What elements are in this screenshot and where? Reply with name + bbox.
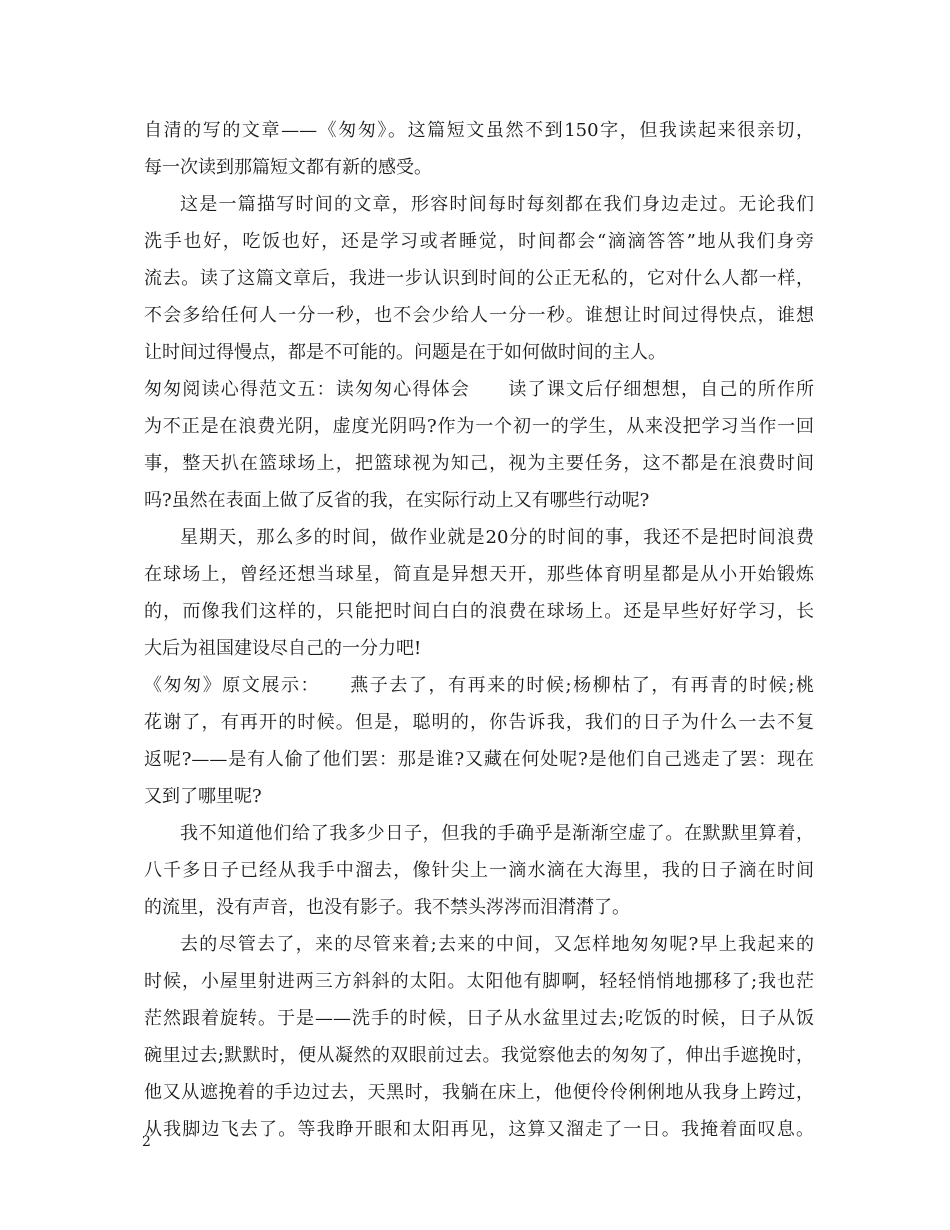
text-line: 洗手也好，吃饭也好，还是学习或者睡觉，时间都会“滴滴答答”地从我们身旁	[144, 231, 814, 252]
text-line: 返呢?——是有人偷了他们罢：那是谁?又藏在何处呢?是他们自己逃走了罢：现在	[144, 749, 814, 770]
text-line: 吗?虽然在表面上做了反省的我，在实际行动上又有哪些行动呢?	[144, 490, 650, 511]
text-line: 碗里过去;默默时，便从凝然的双眼前过去。我觉察他去的匆匆了，伸出手遮挽时，	[144, 1045, 814, 1066]
text-line: 时候，小屋里射进两三方斜斜的太阳。太阳他有脚啊，轻轻悄悄地挪移了;我也茫	[144, 971, 814, 992]
text-line: 八千多日子已经从我手中溜去，像针尖上一滴水滴在大海里，我的日子滴在时间	[144, 860, 814, 881]
text-line: 大后为祖国建设尽自己的一分力吧!	[144, 638, 422, 659]
page-number: 2	[142, 1134, 151, 1150]
text-line: 又到了哪里呢?	[144, 786, 262, 807]
text-line: 的流里，没有声音，也没有影子。我不禁头涔涔而泪潸潸了。	[144, 897, 630, 918]
text-line: 从我脚边飞去了。等我睁开眼和太阳再见，这算又溜走了一日。我掩着面叹息。	[144, 1119, 814, 1140]
text-line: 他又从遮挽着的手边过去，天黑时，我躺在床上，他便伶伶俐俐地从我身上跨过，	[144, 1082, 814, 1103]
text-line: 流去。读了这篇文章后，我进一步认识到时间的公正无私的，它对什么人都一样，	[144, 268, 814, 289]
text-line: 去的尽管去了，来的尽管来着;去来的中间，又怎样地匆匆呢?早上我起来的	[180, 934, 814, 955]
text-line: 每一次读到那篇短文都有新的感受。	[144, 157, 432, 178]
text-line: 花谢了，有再开的时候。但是，聪明的，你告诉我，我们的日子为什么一去不复	[144, 712, 814, 733]
text-line: 这是一篇描写时间的文章，形容时间每时每刻都在我们身边走过。无论我们	[180, 194, 814, 215]
text-line: 茫然跟着旋转。于是——洗手的时候，日子从水盆里过去;吃饭的时候，日子从饭	[144, 1008, 814, 1029]
text-line: 我不知道他们给了我多少日子，但我的手确乎是渐渐空虚了。在默默里算着，	[180, 823, 814, 844]
text-line: 为不正是在浪费光阴，虚度光阴吗?作为一个初一的学生，从来没把学习当作一回	[144, 416, 814, 437]
text-line: 让时间过得慢点，都是不可能的。问题是在于如何做时间的主人。	[144, 342, 666, 363]
text-line: 《匆匆》原文展示： 燕子去了，有再来的时候;杨柳枯了，有再青的时候;桃	[144, 675, 814, 696]
text-line: 事，整天扒在篮球场上，把篮球视为知己，视为主要任务，这不都是在浪费时间	[144, 453, 814, 474]
text-line: 自清的写的文章——《匆匆》。这篇短文虽然不到150字，但我读起来很亲切，	[144, 120, 814, 141]
text-line: 不会多给任何人一分一秒，也不会少给人一分一秒。谁想让时间过得快点，谁想	[144, 305, 814, 326]
text-line: 的，而像我们这样的，只能把时间白白的浪费在球场上。还是早些好好学习，长	[144, 601, 814, 622]
text-line: 在球场上，曾经还想当球星，简直是异想天开，那些体育明星都是从小开始锻炼	[144, 564, 814, 585]
document-body	[144, 112, 814, 1148]
text-line: 匆匆阅读心得范文五：读匆匆心得体会 读了课文后仔细想想，自己的所作所	[144, 379, 814, 400]
text-line: 星期天，那么多的时间，做作业就是20分的时间的事，我还不是把时间浪费	[180, 527, 814, 548]
